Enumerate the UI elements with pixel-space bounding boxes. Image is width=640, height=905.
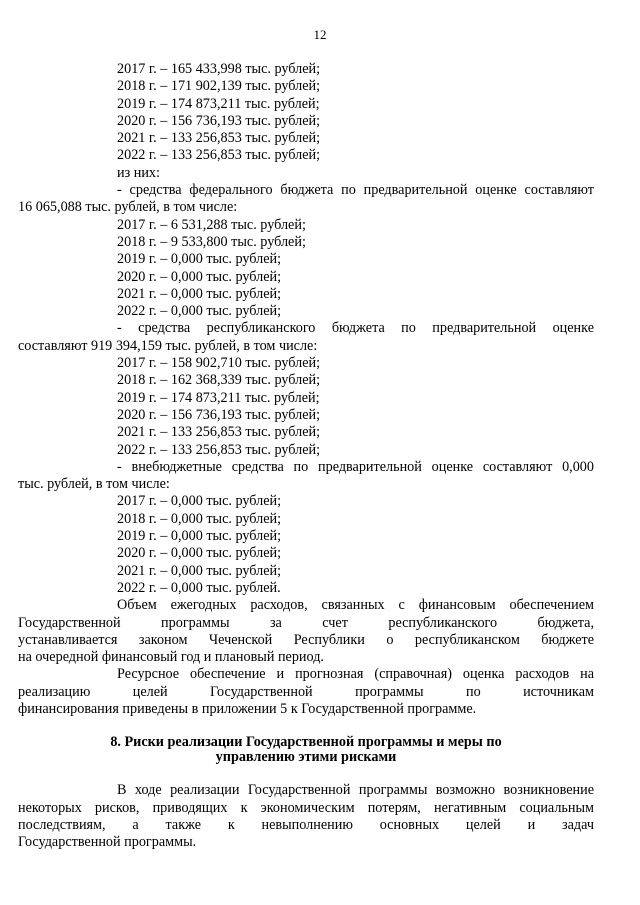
extrabudget-line: - внебюджетные средства по предварительной оценке составляют 0,000 bbox=[117, 458, 594, 475]
text-line: 2019 г. – 0,000 тыс. рублей; bbox=[117, 251, 282, 268]
resource-paragraph-line: реализацию целей Государственной программы по источникам bbox=[18, 683, 594, 700]
text-line: 2021 г. – 0,000 тыс. рублей; bbox=[117, 285, 282, 302]
section-heading-line: управлению этими рисками bbox=[215, 749, 397, 766]
text-line: 2021 г. – 133 256,853 тыс. рублей; bbox=[117, 130, 321, 147]
volume-paragraph-line: устанавливается законом Чеченской Республики о республиканском бюджете bbox=[18, 631, 594, 648]
text-line: из них: bbox=[117, 164, 160, 181]
text-line: 2019 г. – 174 873,211 тыс. рублей; bbox=[117, 389, 320, 406]
section-heading bbox=[18, 735, 594, 765]
federal-budget-line-cont: 16 065,088 тыс. рублей, в том числе: bbox=[18, 199, 238, 216]
risk-paragraph-line: Государственной программы. bbox=[18, 834, 197, 851]
text-line: 2022 г. – 133 256,853 тыс. рублей; bbox=[117, 147, 321, 164]
federal-budget-line: - средства федерального бюджета по предварительной оценке составляют bbox=[117, 182, 594, 199]
text-line: 2020 г. – 0,000 тыс. рублей; bbox=[117, 268, 282, 285]
republic-budget-line: - средства республиканского бюджета по предварительной оценке bbox=[117, 320, 594, 337]
text-line: 2017 г. – 0,000 тыс. рублей; bbox=[117, 493, 282, 510]
text-line: 2020 г. – 0,000 тыс. рублей; bbox=[117, 545, 282, 562]
text-line: 2021 г. – 133 256,853 тыс. рублей; bbox=[117, 424, 321, 441]
text-line: 2022 г. – 0,000 тыс. рублей; bbox=[117, 303, 282, 320]
text-line: 2017 г. – 158 902,710 тыс. рублей; bbox=[117, 355, 321, 372]
text-line: 2019 г. – 0,000 тыс. рублей; bbox=[117, 528, 282, 545]
section-heading-line: 8. Риски реализации Государственной программы и меры по bbox=[110, 734, 502, 751]
volume-paragraph-line: Государственной программы за счет республиканского бюджета, bbox=[18, 614, 594, 631]
text-line: 2018 г. – 9 533,800 тыс. рублей; bbox=[117, 233, 306, 250]
risk-paragraph-line: В ходе реализации Государственной программы возможно возникновение bbox=[117, 782, 594, 799]
text-line: 2017 г. – 6 531,288 тыс. рублей; bbox=[117, 216, 306, 233]
text-line: 2020 г. – 156 736,193 тыс. рублей; bbox=[117, 406, 321, 423]
text-line: 2022 г. – 133 256,853 тыс. рублей; bbox=[117, 441, 321, 458]
text-line: 2018 г. – 162 368,339 тыс. рублей; bbox=[117, 372, 321, 389]
text-line: 2017 г. – 165 433,998 тыс. рублей; bbox=[117, 61, 321, 77]
text-line: 2022 г. – 0,000 тыс. рублей. bbox=[117, 579, 281, 596]
resource-paragraph-line: финансирования приведены в приложении 5 к Государственной программе. bbox=[18, 700, 477, 717]
text-line: 2019 г. – 174 873,211 тыс. рублей; bbox=[117, 95, 320, 112]
volume-paragraph-line: Объем ежегодных расходов, связанных с финансовым обеспечением bbox=[117, 597, 594, 614]
text-line: 2020 г. – 156 736,193 тыс. рублей; bbox=[117, 112, 321, 129]
republic-budget-line-cont: составляют 919 394,159 тыс. рублей, в том числе: bbox=[18, 337, 318, 354]
volume-paragraph-line: на очередной финансовый год и плановый период. bbox=[18, 649, 324, 666]
extrabudget-line-cont: тыс. рублей, в том числе: bbox=[18, 476, 170, 493]
text-line: 2018 г. – 0,000 тыс. рублей; bbox=[117, 510, 282, 527]
risk-paragraph-line: некоторых рисков, приводящих к экономическим потерям, негативным социальным bbox=[18, 799, 594, 816]
resource-paragraph-line: Ресурсное обеспечение и прогнозная (справочная) оценка расходов на bbox=[117, 666, 594, 683]
text-line: 2021 г. – 0,000 тыс. рублей; bbox=[117, 562, 282, 579]
risk-paragraph-line: последствиям, а также к невыполнению основных целей и задач bbox=[18, 816, 594, 833]
document-body bbox=[18, 61, 594, 851]
text-line: 2018 г. – 171 902,139 тыс. рублей; bbox=[117, 78, 321, 95]
page-number: 12 bbox=[313, 27, 327, 42]
